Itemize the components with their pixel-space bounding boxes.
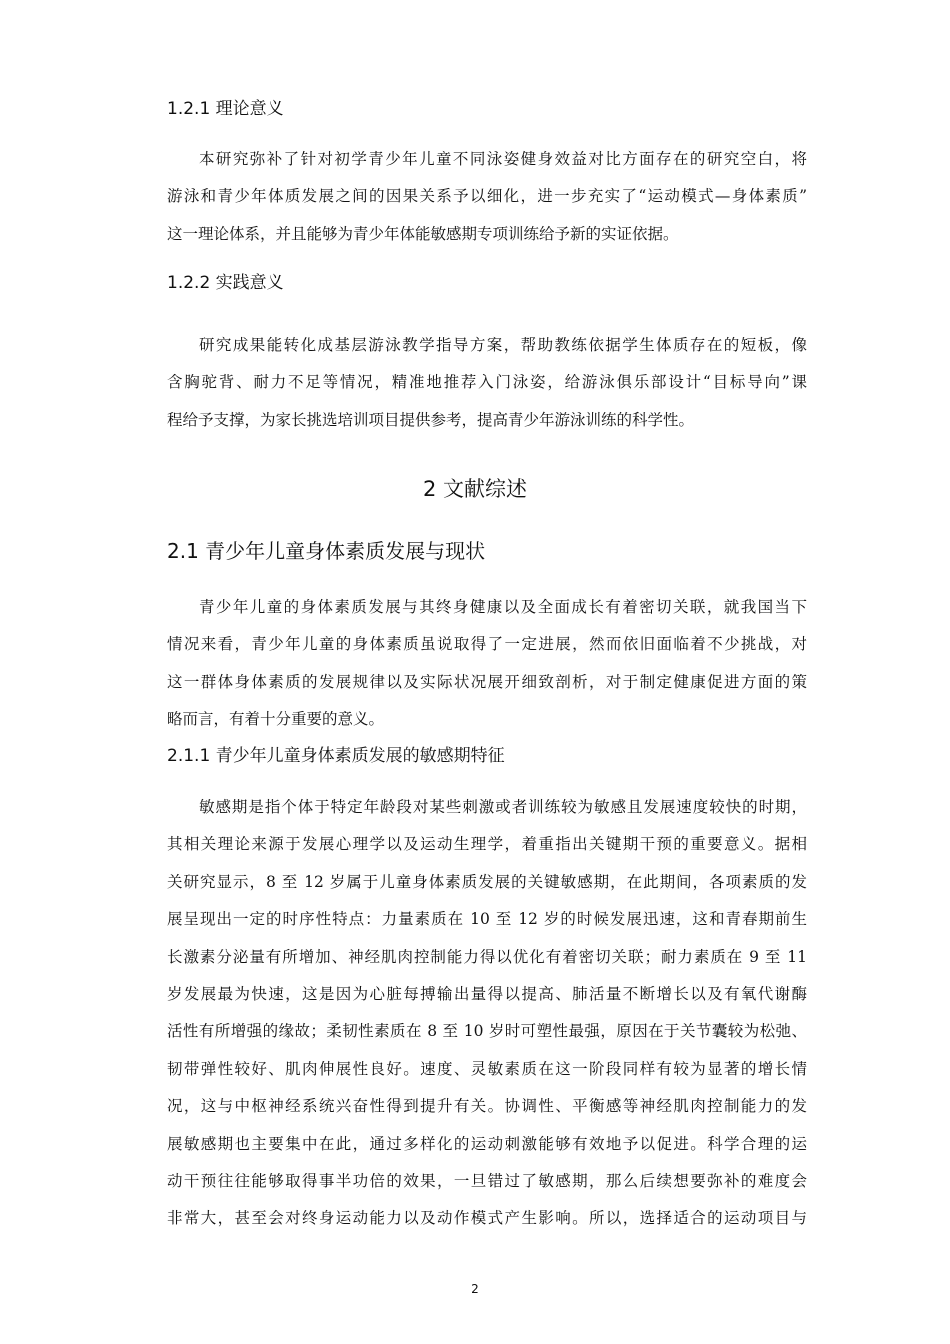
section-heading-2-1-1: 2.1.1 青少年儿童身体素质发展的敏感期特征 — [167, 746, 505, 766]
paragraph-line: 敏感期是指个体于特定年龄段对某些刺激或者训练较为敏感且发展速度较快的时期， — [199, 798, 807, 816]
paragraph-sensitive-period — [167, 789, 807, 1238]
paragraph-line: 略而言，有着十分重要的意义。 — [167, 710, 385, 729]
paragraph-line: 动干预往往能够取得事半功倍的效果，一旦错过了敏感期，那么后续想要弥补的难度会 — [167, 1171, 807, 1190]
paragraph-line: 情况来看，青少年儿童的身体素质虽说取得了一定进展，然而依旧面临着不少挑战，对 — [167, 635, 807, 654]
paragraph-line: 况，这与中枢神经系统兴奋性得到提升有关。协调性、平衡感等神经肌肉控制能力的发 — [167, 1097, 807, 1116]
paragraph-line: 程给予支撑，为家长挑选培训项目提供参考，提高青少年游泳训练的科学性。 — [167, 410, 695, 429]
paragraph-line: 韧带弹性较好、肌肉伸展性良好。速度、灵敏素质在这一阶段同样有较为显著的增长情 — [167, 1059, 807, 1078]
paragraph-line: 非常大，甚至会对终身运动能力以及动作模式产生影响。所以，选择适合的运动项目与 — [167, 1209, 807, 1228]
paragraph-line: 这一理论体系，并且能够为青少年体能敏感期专项训练给予新的实证依据。 — [167, 224, 679, 243]
paragraph-line: 研究成果能转化成基层游泳教学指导方案，帮助教练依据学生体质存在的短板，像 — [199, 336, 807, 354]
section-heading-2-1: 2.1 青少年儿童身体素质发展与现状 — [167, 539, 486, 563]
page-number: 2 — [471, 1282, 479, 1296]
paragraph-practical-significance — [167, 327, 807, 439]
paragraph-line: 展呈现出一定的时序性特点：力量素质在 10 至 12 岁的时候发展迅速，这和青春期前生 — [167, 910, 807, 929]
paragraph-line: 青少年儿童的身体素质发展与其终身健康以及全面成长有着密切关联，就我国当下 — [199, 598, 807, 616]
paragraph-line: 关研究显示，8 至 12 岁属于儿童身体素质发展的关键敏感期，在此期间，各项素质的发 — [167, 872, 807, 891]
paragraph-line: 游泳和青少年体质发展之间的因果关系予以细化，进一步充实了“运动模式—身体素质” — [167, 187, 807, 206]
section-heading-1-2-2: 1.2.2 实践意义 — [167, 273, 284, 293]
paragraph-line: 展敏感期也主要集中在此，通过多样化的运动刺激能够有效地予以促进。科学合理的运 — [167, 1134, 807, 1153]
paragraph-line: 长激素分泌量有所增加、神经肌肉控制能力得以优化有着密切关联；耐力素质在 9 至 11 — [167, 947, 807, 966]
paragraph-line: 活性有所增强的缘故；柔韧性素质在 8 至 10 岁时可塑性最强，原因在于关节囊较为松弛、 — [167, 1022, 807, 1041]
paragraph-line: 岁发展最为快速，这是因为心脏每搏输出量得以提高、肺活量不断增长以及有氧代谢酶 — [167, 984, 807, 1003]
paragraph-line: 含胸驼背、耐力不足等情况，精准地推荐入门泳姿，给游泳俱乐部设计“目标导向”课 — [167, 373, 807, 392]
paragraph-theory-significance — [167, 141, 807, 253]
paragraph-line: 这一群体身体素质的发展规律以及实际状况展开细致剖析，对于制定健康促进方面的策 — [167, 672, 807, 691]
section-heading-1-2-1: 1.2.1 理论意义 — [167, 99, 284, 119]
paragraph-physical-quality-status — [167, 589, 807, 739]
paragraph-line: 其相关理论来源于发展心理学以及运动生理学，着重指出关键期干预的重要意义。据相 — [167, 835, 807, 854]
chapter-heading-2: 2 文献综述 — [422, 477, 528, 501]
paragraph-line: 本研究弥补了针对初学青少年儿童不同泳姿健身效益对比方面存在的研究空白，将 — [199, 150, 807, 168]
